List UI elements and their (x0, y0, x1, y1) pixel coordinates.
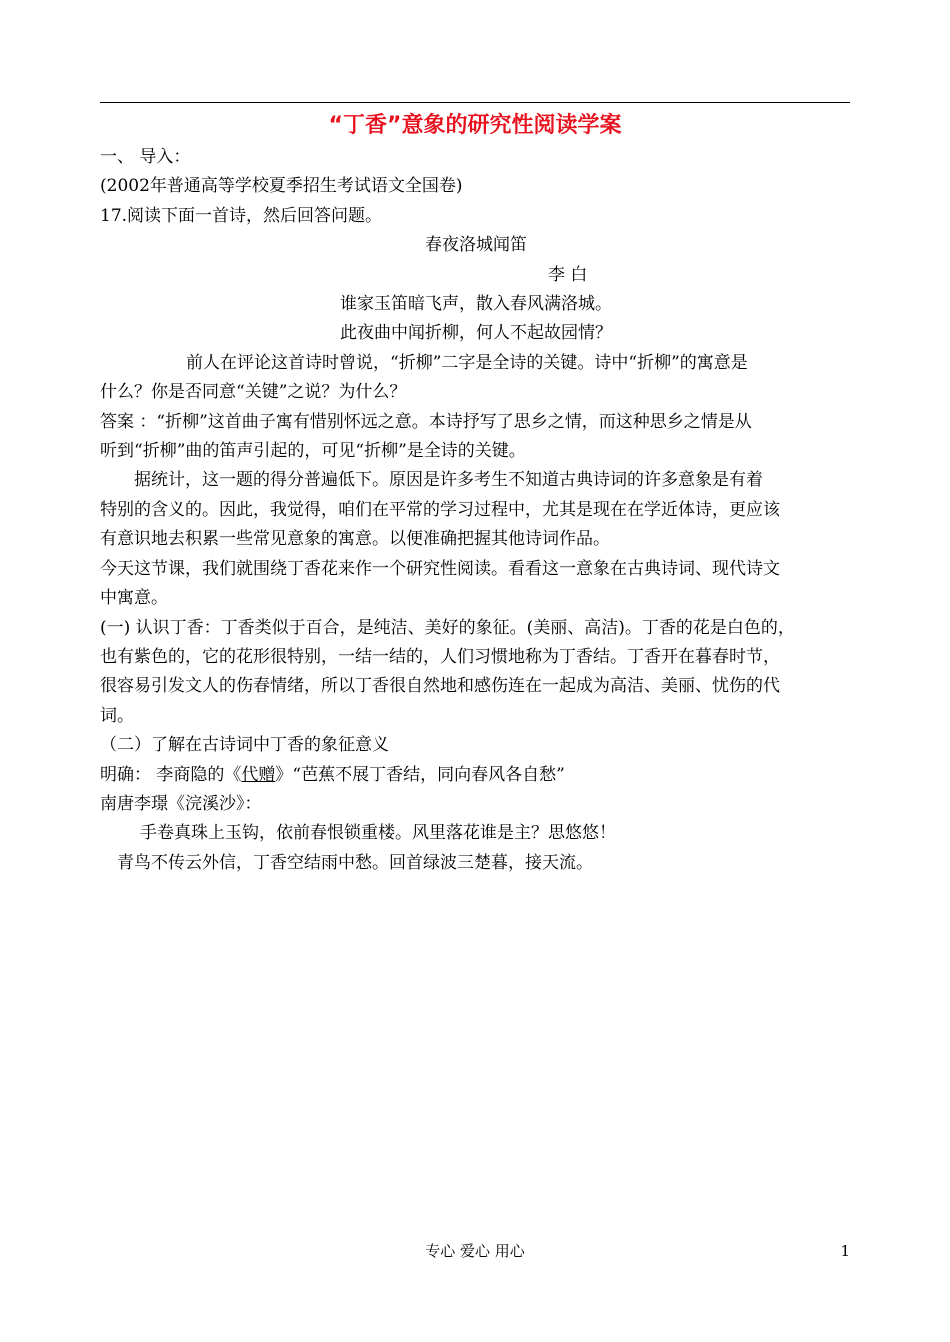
analysis-line-3: 有意识地去积累一些常见意象的寓意。以便准确把握其他诗词作品。 (100, 529, 610, 550)
header-rule (100, 102, 850, 103)
intro-line-2: 中寓意。 (100, 588, 168, 609)
question-line-1: 前人在评论这首诗时曾说，“折柳”二字是全诗的关键。诗中“折柳”的寓意是 (186, 352, 748, 373)
page-footer: 专心 爱心 用心 (425, 1242, 525, 1260)
part1-line-2: 也有紫色的，它的花形很特别，一结一结的，人们习惯地称为丁香结。丁香开在暮春时节， (100, 646, 780, 667)
poem-author: 李 白 (548, 264, 588, 285)
analysis-line-1: 据统计，这一题的得分普遍低下。原因是许多考生不知道古典诗词的许多意象是有着 (134, 470, 763, 491)
mingque-prefix: 明确： 李商隐的《 (100, 764, 242, 785)
verse-line-2: 青鸟不传云外信，丁香空结雨中愁。回首绿波三楚暮，接天流。 (117, 852, 593, 873)
intro-line-1: 今天这节课，我们就围绕丁香花来作一个研究性阅读。看看这一意象在古典诗词、现代诗文 (100, 558, 780, 579)
page-number: 1 (840, 1242, 850, 1260)
answer-line-1: 答案 ：“折柳”这首曲子寓有惜别怀远之意。本诗抒写了思乡之情，而这种思乡之情是从 (100, 411, 752, 432)
question-line-2: 什么？你是否同意“关键”之说？为什么？ (100, 382, 407, 403)
mingque-suffix: 》“芭蕉不展丁香结，同向春风各自愁” (275, 764, 565, 785)
exam-source: (2002年普通高等学校夏季招生考试语文全国卷) (100, 176, 463, 197)
document-page (100, 0, 852, 1342)
poem-line-2: 此夜曲中闻折柳，何人不起故园情？ (340, 323, 612, 344)
part1-line-1: (一) 认识丁香：丁香类似于百合，是纯洁、美好的象征。(美丽、高洁)。丁香的花是白色的， (100, 617, 795, 638)
poem-line-1: 谁家玉笛暗飞声，散入春风满洛城。 (340, 294, 612, 315)
document-title: “丁香”意象的研究性阅读学案 (328, 113, 622, 138)
part1-line-3: 很容易引发文人的伤春情绪，所以丁香很自然地和感伤连在一起成为高洁、美丽、忧伤的代 (100, 676, 780, 697)
document-body (100, 143, 852, 878)
section-heading-intro: 一、 导入： (100, 147, 191, 167)
nantang-line: 南唐李璟《浣溪沙》： (100, 793, 262, 814)
mingque-line (100, 761, 852, 790)
part1-line-4: 词。 (100, 705, 134, 726)
part2-heading: （二）了解在古诗词中丁香的象征意义 (100, 735, 389, 756)
analysis-line-2: 特别的含义的。因此，我觉得，咱们在平常的学习过程中，尤其是现在在学近体诗，更应该 (100, 499, 780, 520)
question-intro: 17.阅读下面一首诗，然后回答问题。 (100, 205, 383, 226)
verse-line-1: 手卷真珠上玉钩，依前春恨锁重楼。风里落花谁是主？思悠悠！ (140, 823, 616, 844)
answer-line-2: 听到“折柳”曲的笛声引起的，可见“折柳”是全诗的关键。 (100, 441, 526, 462)
poem-title: 春夜洛城闻笛 (425, 235, 527, 256)
poem-link-daizeng[interactable]: 代赠 (241, 764, 276, 785)
